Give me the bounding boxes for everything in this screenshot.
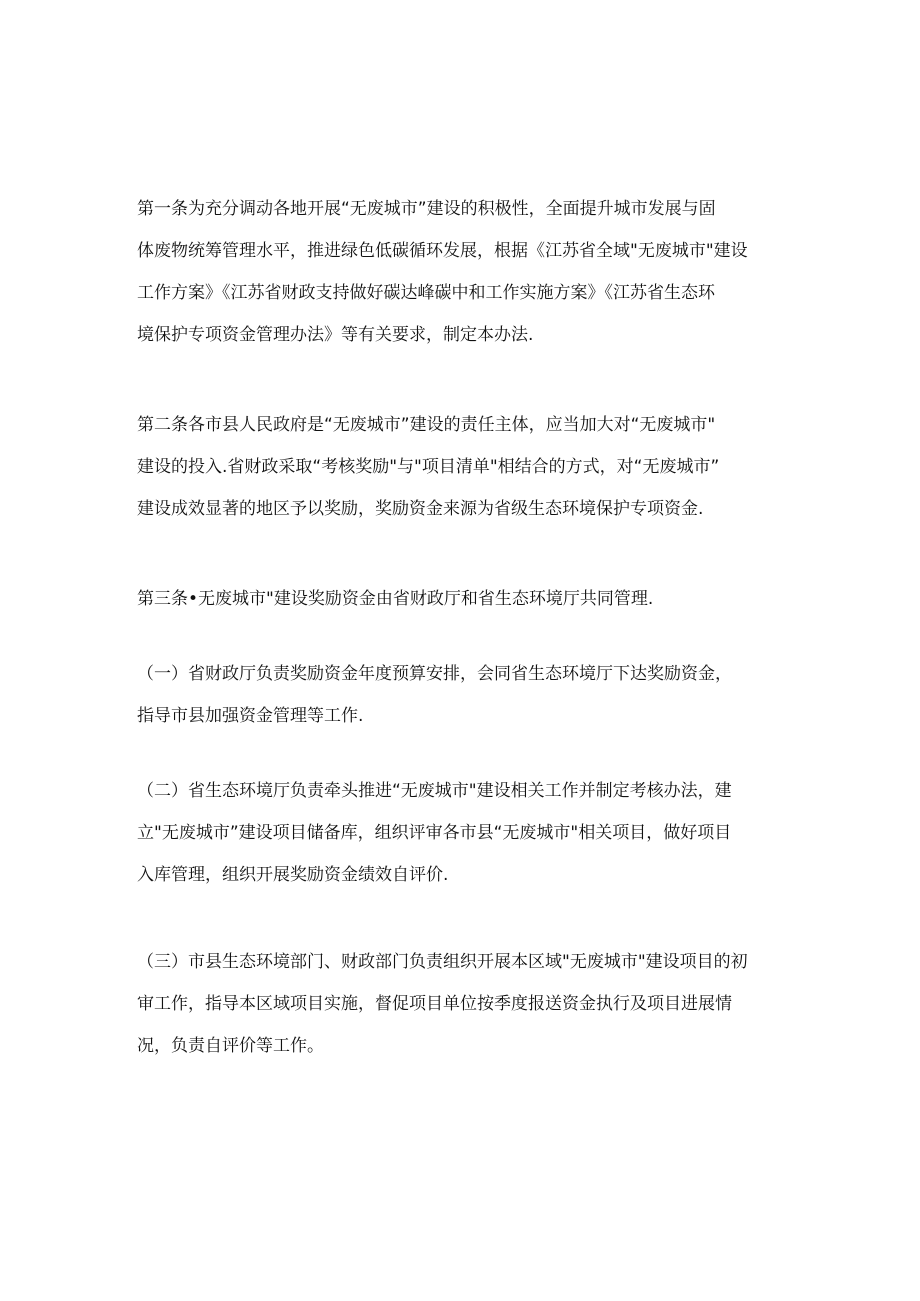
article-1-paragraph [137,188,797,356]
text-line: （二）省生态环境厅负责牵头推进“无废城市"建设相关工作并制定考核办法，建 [137,781,732,801]
text-line: 立"无废城市”建设项目储备库，组织评审各市县“无废城市"相关项目，做好项目 [137,823,732,843]
text-line: （三）市县生态环境部门、财政部门负责组织开展本区域"无废城市"建设项目的初 [137,952,748,972]
text-line: 第二条各市县人民政府是“无废城市”建设的责任主体，应当加大对“无废城市" [137,415,716,435]
clause-2-paragraph [137,770,797,896]
text-line: 境保护专项资金管理办法》等有关要求，制定本办法. [137,325,534,345]
article-2-paragraph [137,404,797,530]
text-line: 工作方案》《江苏省财政支持做好碳达峰碳中和工作实施方案》《江苏省生态环 [137,283,715,303]
text-line: 第三条•无废城市"建设奖励资金由省财政厅和省生态环境厅共同管理. [137,589,654,609]
text-line: 指导市县加强资金管理等工作. [137,706,364,726]
text-line: 审工作，指导本区域项目实施，督促项目单位按季度报送资金执行及项目进展情 [137,994,732,1014]
text-line: （一）省财政厅负责奖励资金年度预算安排，会同省生态环境厅下达奖励资金， [137,664,732,684]
text-line: 第一条为充分调动各地开展“无废城市”建设的积极性，全面提升城市发展与固 [137,199,716,219]
text-line: 建设的投入.省财政采取“考核奖励"与"项目清单"相结合的方式，对“无废城市” [137,457,720,477]
clause-3-paragraph [137,941,797,1067]
text-line: 建设成效显著的地区予以奖励，奖励资金来源为省级生态环境保护专项资金. [137,499,704,519]
article-3-paragraph [137,578,797,620]
text-line: 入库管理，组织开展奖励资金绩效自评价. [137,865,449,885]
clause-1-paragraph [137,653,797,737]
text-line: 体废物统筹管理水平，推进绿色低碳循环发展，根据《江苏省全域"无废城市"建设 [137,241,748,261]
text-line: 况，负责自评价等工作。 [137,1036,324,1056]
